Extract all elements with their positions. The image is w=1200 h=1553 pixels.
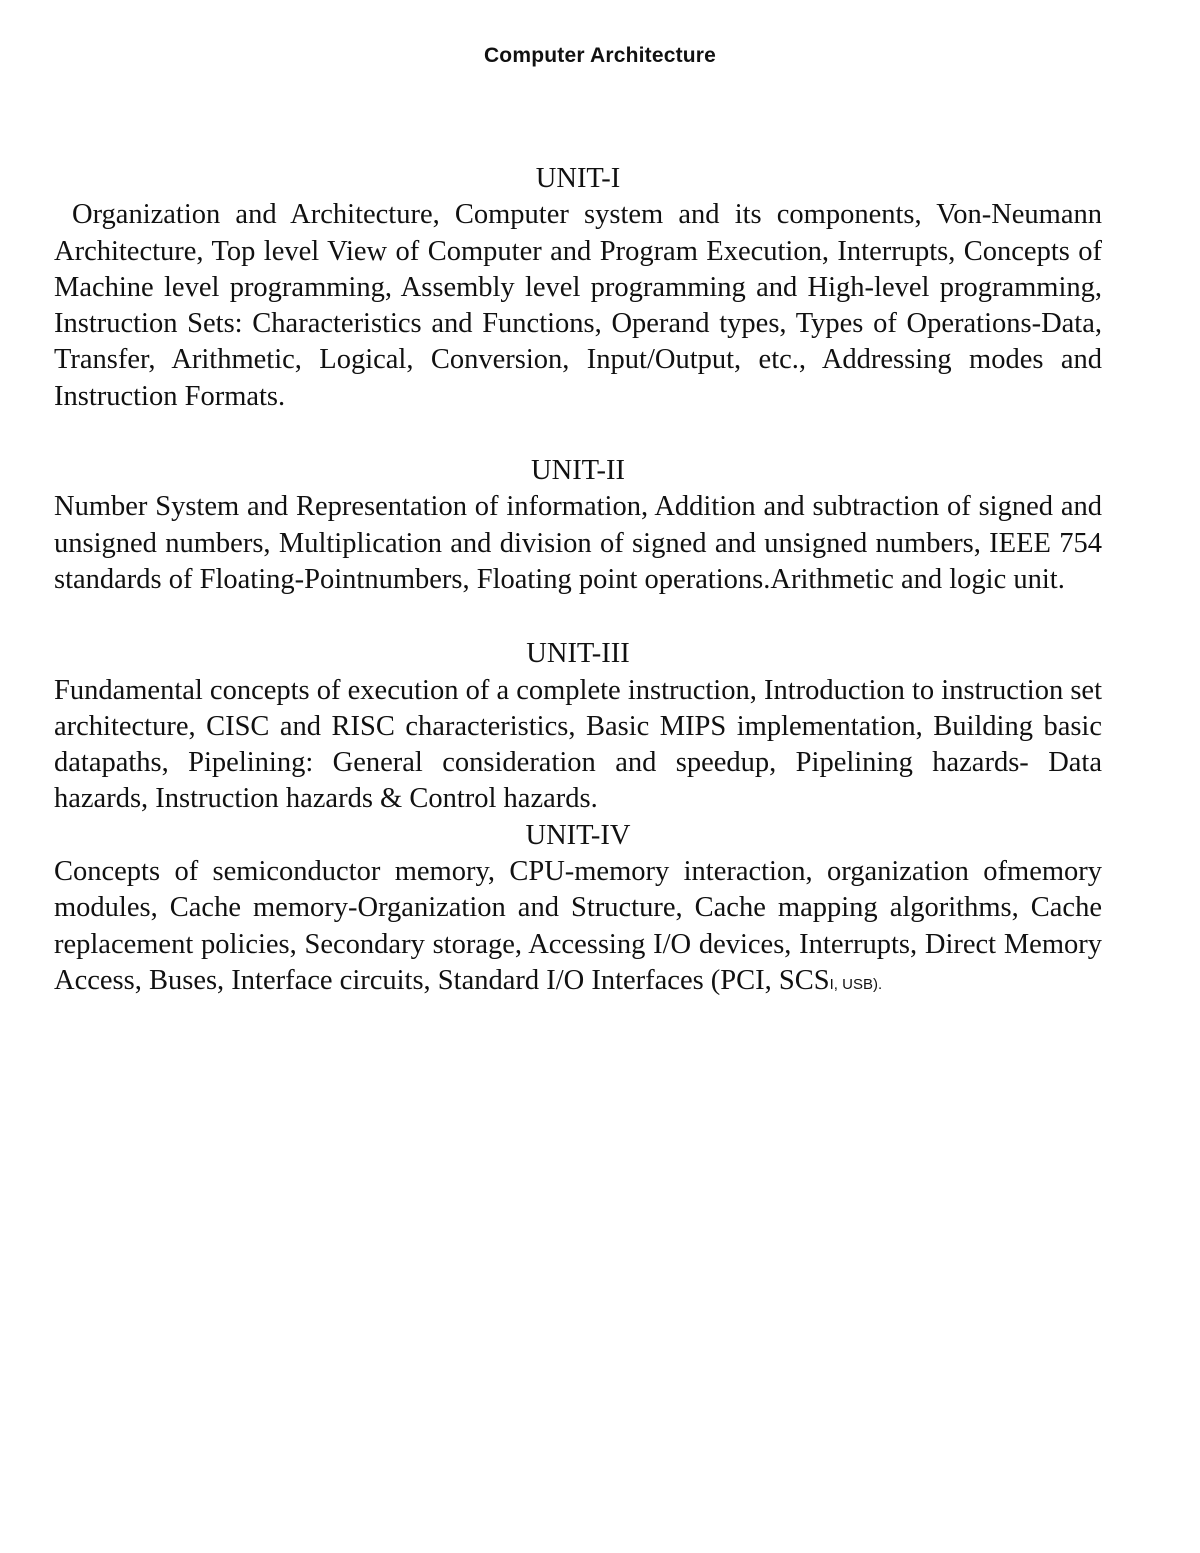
syllabus-content <box>54 161 1102 1003</box>
unit-4-body-text: Concepts of semiconductor memory, CPU-memory interaction, organization ofmemory modules, Cache memory-Organization and Structure, Cache mapping algorithms, Cache replacement policies, Secondary storage, Accessing I/O devices, Interrupts, Direct Memory Access, Buses, Interface circuits, Standard I/O Interfaces (PCI, SCS <box>54 856 1102 996</box>
unit-3-section <box>54 636 1102 817</box>
unit-3-body: Fundamental concepts of execution of a complete instruction, Introduction to instruction set architecture, CISC and RISC characteristics, Basic MIPS implementation, Building basic datapaths, Pipelining: General consideration and speedup, Pipelining hazards- Data hazards, Instruction hazards & Control hazards. <box>54 674 1102 815</box>
document-title: Computer Architecture <box>483 44 717 67</box>
section-spacer <box>54 598 1102 636</box>
unit-2-section <box>54 453 1102 598</box>
unit-3-heading: UNIT-III <box>526 638 630 670</box>
unit-2-body: Number System and Representation of information, Addition and subtraction of signed and unsigned numbers, Multiplication and division of signed and unsigned numbers, IEEE 754 standards of Floating-Pointnumbers, Floating point operations.Arithmetic and logic unit. <box>54 491 1102 595</box>
section-spacer <box>54 415 1102 453</box>
unit-1-heading: UNIT-I <box>535 163 621 194</box>
unit-1-body: Organization and Architecture, Computer system and its components, Von-Neumann Architecture, Top level View of Computer and Program Execution, Interrupts, Concepts of Machine level programming, Assembly level programming and High-level programming, Instruction Sets: Characteristics and Functions, Operand types, Types of Operations-Data, Transfer, Arithmetic, Logical, Conversion, Input/Output, etc., Addressing modes and Instruction Formats. <box>54 199 1102 412</box>
unit-4-body-small-text: I, USB <box>829 975 873 993</box>
unit-1-section <box>54 161 1102 415</box>
unit-4-heading: UNIT-IV <box>525 819 631 851</box>
unit-4-body-end: ). <box>872 975 883 993</box>
unit-4-section <box>54 818 1102 1003</box>
unit-4-body <box>54 854 1102 1003</box>
unit-2-heading: UNIT-II <box>531 455 625 487</box>
